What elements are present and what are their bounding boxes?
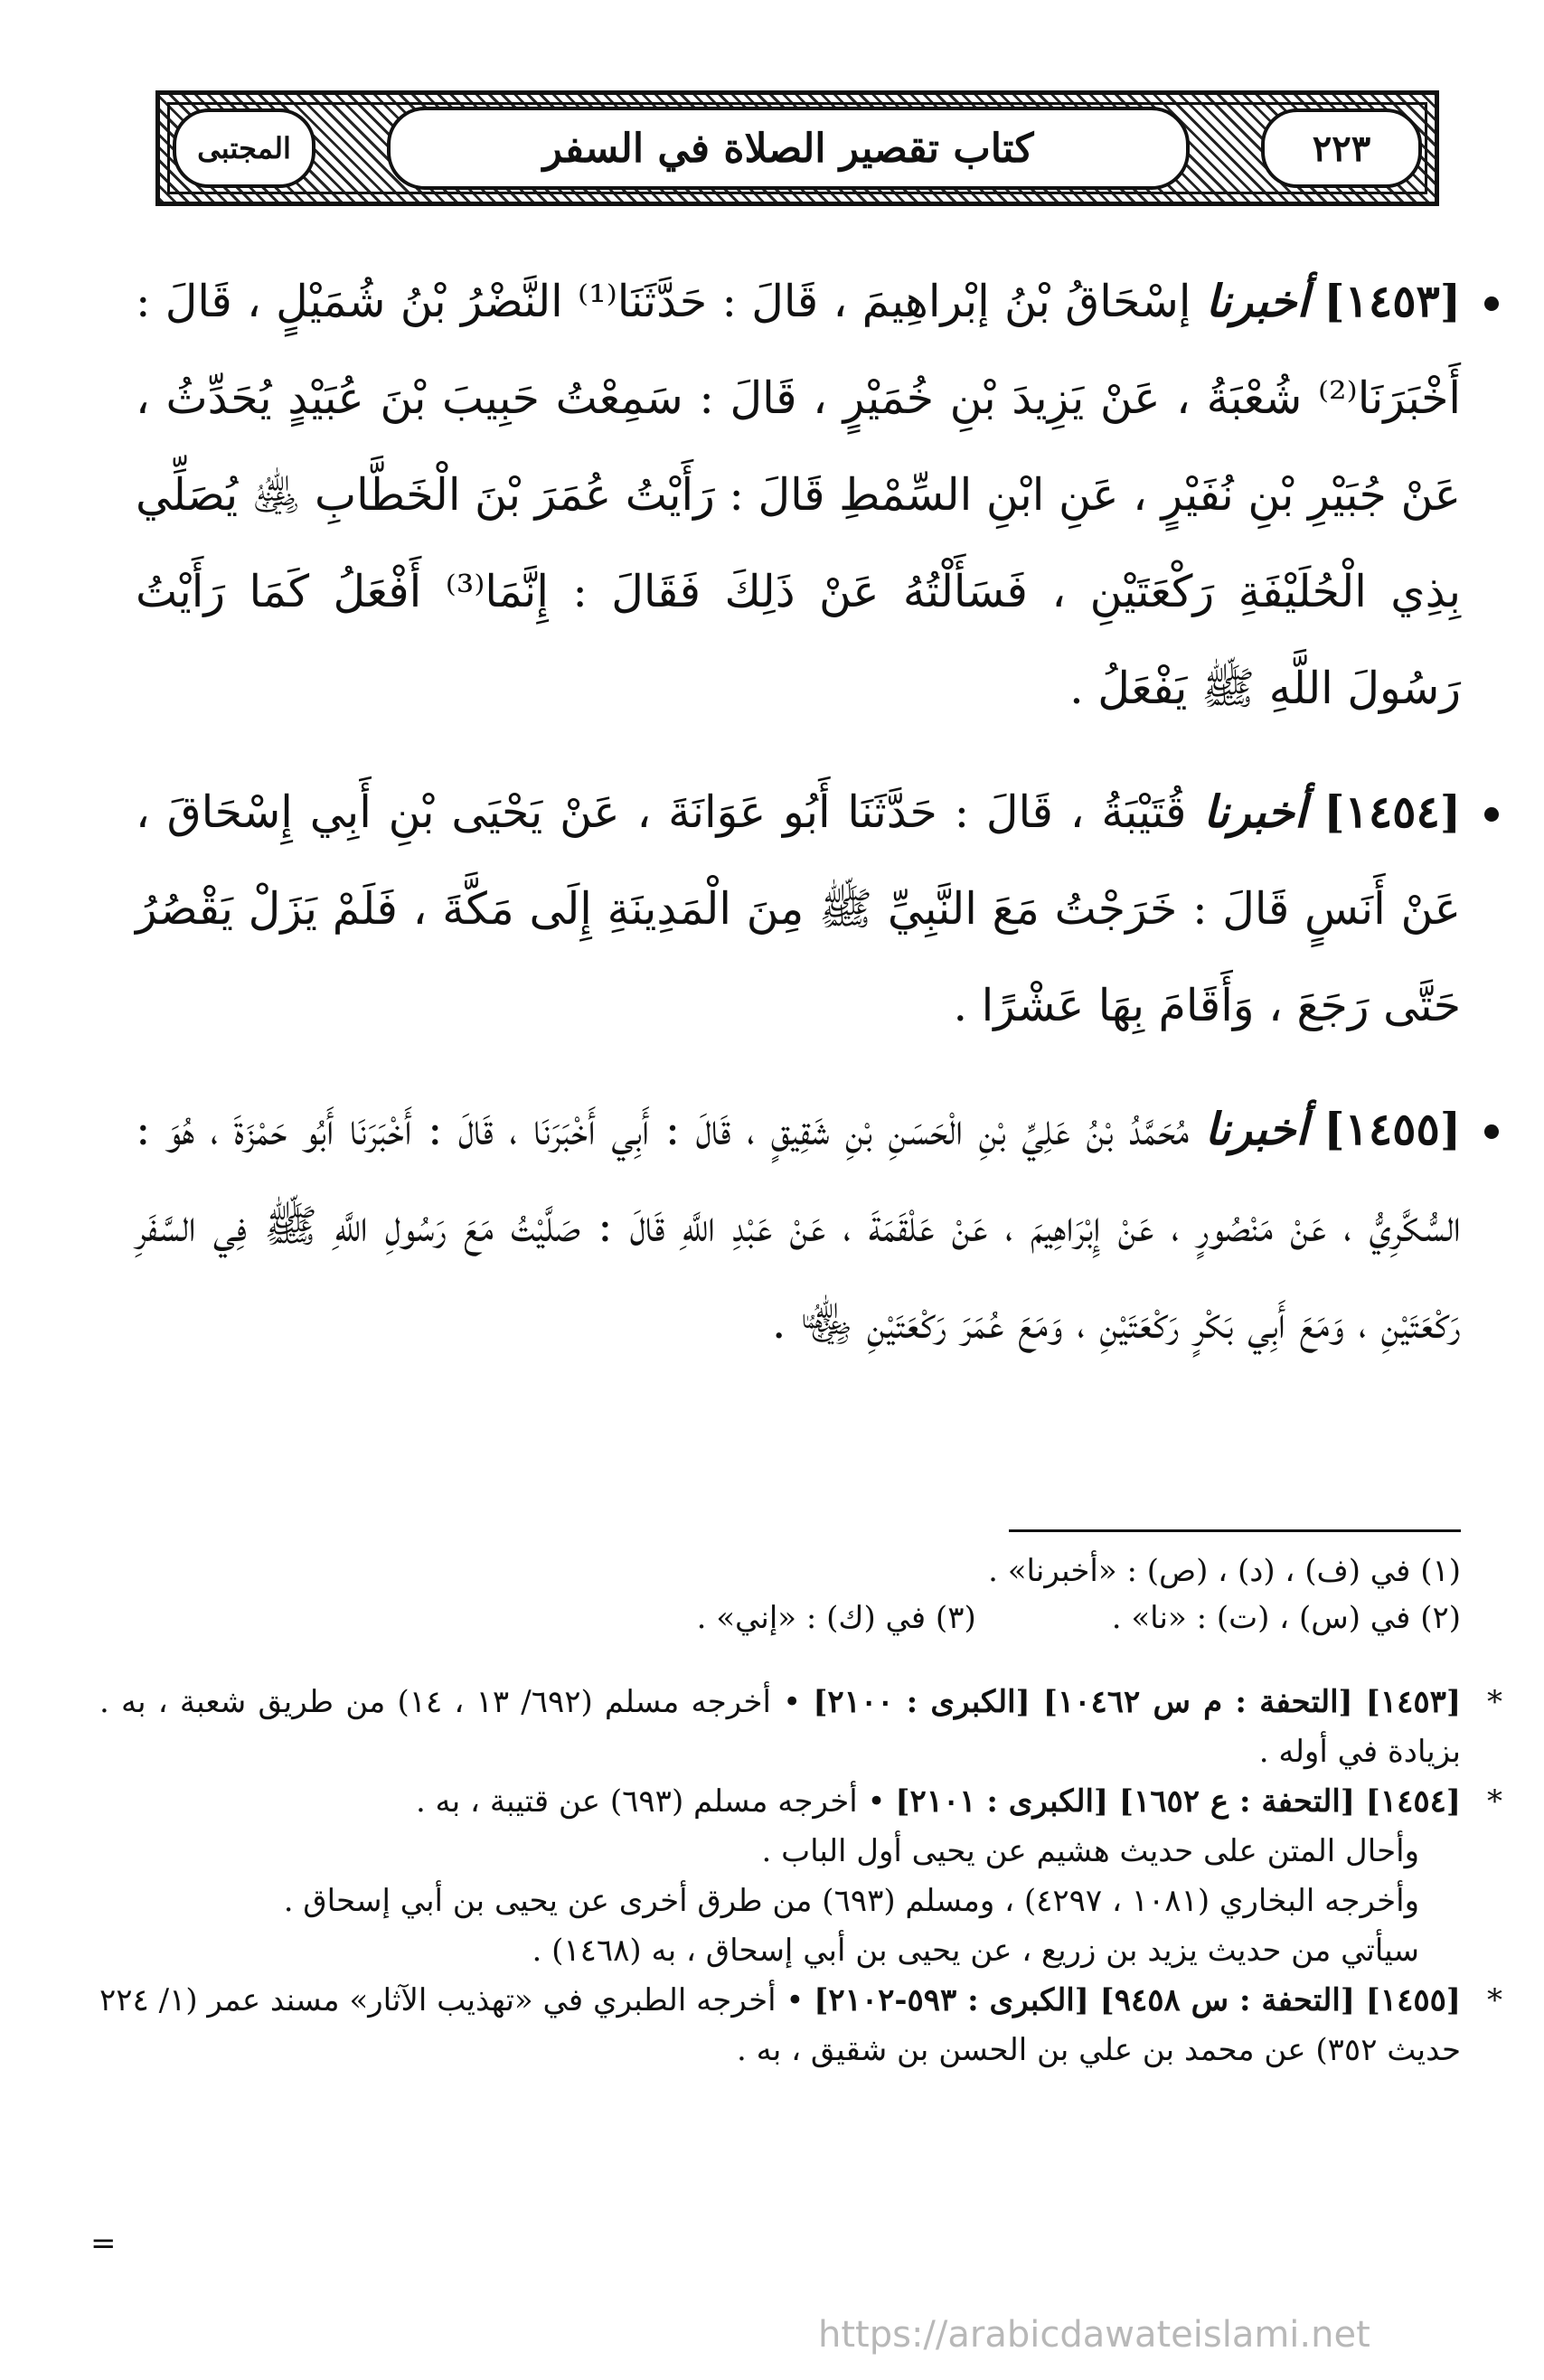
bullet-icon [1484,1124,1499,1139]
note-text: • أخرجه الطبري في «تهذيب الآثار» مسند عمر (١/ ٢٢٤ حديث ٣٥٢) عن محمد بن علي بن الحسن بن شقيق ، به . [99,1982,1461,2068]
page-header [155,90,1439,206]
bullet-icon [1484,296,1499,311]
bullet-icon [1484,807,1499,822]
note-reference: [١٤٥٤] [التحفة : ع ١٦٥٢] [الكبرى : ٢١٠١] [895,1783,1461,1820]
hadith-number: [١٤٥٥] [1323,1103,1462,1155]
note-1455 [99,1976,1502,2075]
margin-mark: = [90,2225,117,2262]
hadith-number: [١٤٥٣] [1323,275,1462,327]
note-line: وأخرجه البخاري (١٠٨١ ، ٤٢٩٧) ، ومسلم (٦٩٣) من طرق أخرى عن يحيى بن أبي إسحاق . [283,1883,1419,1919]
hadith-text: إسْحَاقُ بْنُ إبْراهِيمَ ، قَالَ : حَدَّثَنَا⁽¹⁾ النَّضْرُ بْنُ شُمَيْلٍ ، قَالَ : أَخْبَرَنَا⁽²⁾ شُعْبَةُ ، عَنْ يَزِيدَ بْنِ خُمَيْرٍ ، قَالَ : سَمِعْتُ حَبِيبَ بْنَ عُبَيْدٍ يُحَدِّثُ ، عَنْ جُبَيْرِ بْنِ نُفَيْرٍ ، عَنِ ابْنِ السِّمْطِ قَالَ : رَأَيْتُ عُمَرَ بْنَ الْخَطَّابِ ﵁ يُصَلِّي بِذِي الْحُلَيْفَةِ رَكْعَتَيْنِ ، فَسَأَلْتُهُ عَنْ ذَلِكَ فَقَالَ : إِنَّمَا⁽³⁾ أَفْعَلُ كَمَا رَأَيْتُ رَسُولَ اللَّهِ ﷺ يَفْعَلُ . [136,276,1461,714]
hadith-1453 [136,253,1461,737]
hadith-text: قُتَيْبَةُ ، قَالَ : حَدَّثَنَا أَبُو عَوَانَةَ ، عَنْ يَحْيَى بْنِ أَبِي إِسْحَاقَ ، عَنْ أَنَسٍ قَالَ : خَرَجْتُ مَعَ النَّبِيِّ ﷺ مِنَ الْمَدِينَةِ إِلَى مَكَّةَ ، فَلَمْ يَزَلْ يَقْصُرُ حَتَّى رَجَعَ ، وَأَقَامَ بِهَا عَشْرًا . [136,786,1461,1031]
chapter-title: كتاب تقصير الصلاة في السفر [387,107,1190,190]
note-text: • أخرجه مسلم (٦٩٢/ ١٣ ، ١٤) من طريق شعبة ، به . بزيادة في أوله . [99,1684,1461,1770]
note-1454 [99,1777,1502,1827]
hadith-text: مُحَمَّدُ بْنُ عَلِيِّ بْنِ الْحَسَنِ بْنِ شَقِيقٍ ، قَالَ : أَبِي أَخْبَرَنَا ، قَالَ : أَخْبَرَنَا أَبُو حَمْزَةَ ، هُوَ : السُّكَّرِيُّ ، عَنْ مَنْصُورٍ ، عَنْ إِبْرَاهِيمَ ، عَنْ عَلْقَمَةَ ، عَنْ عَبْدِ اللَّهِ قَالَ : صَلَّيْتُ مَعَ رَسُولِ اللَّهِ ﷺ فِي السَّفَرِ رَكْعَتَيْنِ ، وَمَعَ أَبِي بَكْرٍ رَكْعَتَيْنِ ، وَمَعَ عُمَرَ رَكْعَتَيْنِ ﵄ . [136,1104,1461,1349]
footnote-row [136,1595,1461,1642]
note-reference: [١٤٥٣] [التحفة : م س ١٠٤٦٢] [الكبرى : ٢١٠٠] [813,1684,1462,1720]
hadith-opening: أخبرنا [1203,785,1307,838]
asterisk-icon: * [1487,1684,1502,1720]
asterisk-icon: * [1487,1783,1502,1820]
hadith-number: [١٤٥٤] [1323,785,1461,838]
footnote-3: (٣) في (ك) : «إني» . [696,1600,976,1636]
book-series-name: المجتبى [173,108,315,188]
note-reference: [١٤٥٥] [التحفة : س ٩٤٥٨] [الكبرى : ٥٩٣-٢١٠٢] [814,1982,1461,2018]
footnotes [136,1547,1461,1642]
hadith-opening: أخبرنا [1205,275,1310,327]
hadith-1455 [136,1081,1461,1371]
footnote-1: (١) في (ف) ، (د) ، (ص) : «أخبرنا» . [988,1553,1461,1589]
footnote-separator [1009,1529,1461,1532]
main-text [136,253,1461,1398]
note-text: • أخرجه مسلم (٦٩٣) عن قتيبة ، به . [415,1783,886,1820]
note-line: سيأتي من حديث يزيد بن زريع ، عن يحيى بن أبي إسحاق ، به (١٤٦٨) . [532,1933,1419,1969]
takhrij-notes [99,1678,1502,2075]
note-line: وأحال المتن على حديث هشيم عن يحيى أول الباب . [761,1833,1419,1869]
hadith-1454 [136,764,1461,1054]
footnote-2: (٢) في (س) ، (ت) : «نا» . [1111,1600,1461,1636]
hadith-opening: أخبرنا [1204,1103,1308,1155]
note-1453 [99,1678,1502,1777]
page-number: ٢٢٣ [1261,108,1422,188]
watermark-url: https://arabicdawateislami.net [818,2314,1370,2356]
asterisk-icon: * [1487,1982,1502,2018]
